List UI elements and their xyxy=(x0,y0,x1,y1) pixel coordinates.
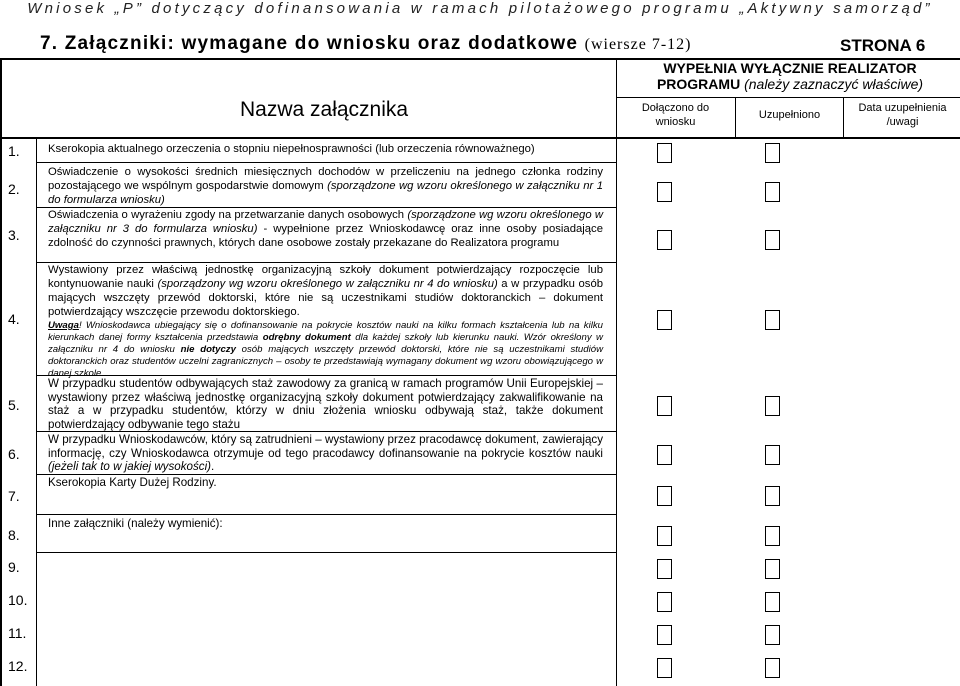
checkbox-attached-7[interactable] xyxy=(657,486,672,506)
row-number: 12. xyxy=(8,658,28,674)
row-text-7: Kserokopia Karty Dużej Rodziny. xyxy=(48,476,217,489)
column-divider-completed xyxy=(843,97,844,138)
checkbox-attached-12[interactable] xyxy=(657,658,672,678)
checkbox-attached-10[interactable] xyxy=(657,592,672,612)
checkbox-attached-3[interactable] xyxy=(657,230,672,250)
row-text-2: Oświadczenie o wysokości średnich miesięcznych dochodów w przeliczeniu na jednego członka rodziny pozostającego we wspólnym gospodarstwie domowym (sporządzone wg wzoru określonego w załączniku nr 1 do formularza wniosku) xyxy=(48,166,603,206)
row-text-4: Wystawiony przez właściwą jednostkę organizacyjną szkoły dokument potwierdzający rozpoczęcie lub kontynuowanie nauki (sporządzony wg wzoru określonego w załączniku nr 4 do wniosku) a w przypadku osób mających wszczęty przewód doktorski, które nie są uczestnikami studiów doktoranckich – dokument potwierdzający wszczęcie przewodu doktorskiego. xyxy=(48,264,604,318)
row-text-3: Oświadczenia o wyrażeniu zgody na przetwarzanie danych osobowych (sporządzone wg wzoru określonego w załączniku nr 3 do formularza wniosku) - wypełnione przez Wnioskodawcę oraz inne osoby posiadające zdolność do czynności prawnych, których dane osobowe zostały przekazane do Realizatora programu xyxy=(48,209,603,249)
checkbox-completed-3[interactable] xyxy=(765,230,780,250)
row-number: 4. xyxy=(8,311,20,327)
section-title: 7. Załączniki: wymagane do wniosku oraz dodatkowe (wiersze 7-12) xyxy=(40,33,692,54)
checkbox-completed-1[interactable] xyxy=(765,143,780,163)
checkbox-attached-8[interactable] xyxy=(657,526,672,546)
checkbox-completed-4[interactable] xyxy=(765,310,780,330)
page-label: STRONA 6 xyxy=(840,36,926,55)
checkbox-completed-10[interactable] xyxy=(765,592,780,612)
checkbox-attached-9[interactable] xyxy=(657,559,672,579)
column-header-name: Nazwa załącznika xyxy=(240,98,409,121)
row-separator xyxy=(36,514,616,515)
document-header: Wniosek „P” dotyczący dofinansowania w ramach pilotażowego programu „Aktywny samorząd” xyxy=(27,0,933,17)
row-separator xyxy=(36,552,616,553)
checkbox-attached-5[interactable] xyxy=(657,396,672,416)
header-bottom-border xyxy=(0,137,960,139)
section-title-sub: (wiersze 7-12) xyxy=(584,36,692,53)
checkbox-completed-5[interactable] xyxy=(765,396,780,416)
column-header-date: Data uzupełnienia /uwagi xyxy=(858,102,947,128)
checkbox-attached-11[interactable] xyxy=(657,625,672,645)
row-number: 9. xyxy=(8,559,20,575)
row-text-6: W przypadku Wnioskodawców, który są zatrudnieni – wystawiony przez pracodawcę dokument, zawierający informację, czy Wnioskodawca otrzymuje od tego pracodawcy dofinansowanie na pokrycie kosztów nauki (jeżeli tak to w jakiej wysokości). xyxy=(48,433,603,474)
checkbox-completed-9[interactable] xyxy=(765,559,780,579)
checkbox-attached-6[interactable] xyxy=(657,445,672,465)
column-header-attached: Dołączono do wniosku xyxy=(641,102,710,128)
checkbox-attached-4[interactable] xyxy=(657,310,672,330)
row-text-8: Inne załączniki (należy wymienić): xyxy=(48,517,223,530)
row-separator xyxy=(36,262,616,263)
realizator-header: WYPEŁNIA WYŁĄCZNIE REALIZATOR PROGRAMU (należy zaznaczyć właściwe) xyxy=(656,60,924,92)
row-separator xyxy=(36,162,616,163)
checkbox-completed-2[interactable] xyxy=(765,182,780,202)
column-header-completed: Uzupełniono xyxy=(758,109,821,121)
row-text-4-note: Uwaga! Wnioskodawca ubiegający się o dofinansowanie na pokrycie kosztów nauki na kilku formach kształcenia lub na kilku kierunkach danej formy kształcenia przedstawia odrębny dokument dla każdej szkoły lub kierunku nauki. Wzór określony w załączniku nr 4 do wniosku nie dotyczy osób mających wszczęty przewód doktorski, które nie są uczestnikami studiów doktoranckich oraz studentów uczelni zagranicznych – osoby te przedstawiają wymagany dokument wg wzoru obowiązującego w danej szkole. xyxy=(48,320,603,379)
checkbox-completed-12[interactable] xyxy=(765,658,780,678)
row-number: 5. xyxy=(8,397,20,413)
checkbox-completed-7[interactable] xyxy=(765,486,780,506)
column-divider-attached xyxy=(735,97,736,138)
checkbox-completed-11[interactable] xyxy=(765,625,780,645)
header-inner-divider xyxy=(616,97,960,98)
row-number: 3. xyxy=(8,227,20,243)
row-text-1: Kserokopia aktualnego orzeczenia o stopniu niepełnosprawności (lub orzeczenia równoważnego) xyxy=(48,143,535,155)
row-number: 6. xyxy=(8,446,20,462)
row-number: 10. xyxy=(8,592,28,608)
row-number: 2. xyxy=(8,181,20,197)
row-number: 7. xyxy=(8,488,20,504)
checkbox-completed-6[interactable] xyxy=(765,445,780,465)
checkbox-completed-8[interactable] xyxy=(765,526,780,546)
row-number: 8. xyxy=(8,527,20,543)
row-text-5: W przypadku studentów odbywających staż zawodowy za granicą w ramach programów Unii Europejskiej – wystawiony przez właściwą jednostkę organizacyjną szkoły dokument potwierdzający zakwalifikowanie na staż a w przypadku studentów, którzy w dniu złożenia wniosku odbywają staż, także dokument potwierdzający odbywanie tego stażu xyxy=(48,377,603,431)
row-number: 1. xyxy=(8,143,20,159)
checkbox-attached-2[interactable] xyxy=(657,182,672,202)
row-separator xyxy=(36,474,616,475)
checkbox-attached-1[interactable] xyxy=(657,143,672,163)
row-number: 11. xyxy=(8,625,27,641)
column-divider-num xyxy=(36,138,37,686)
table-left-border xyxy=(0,58,2,686)
